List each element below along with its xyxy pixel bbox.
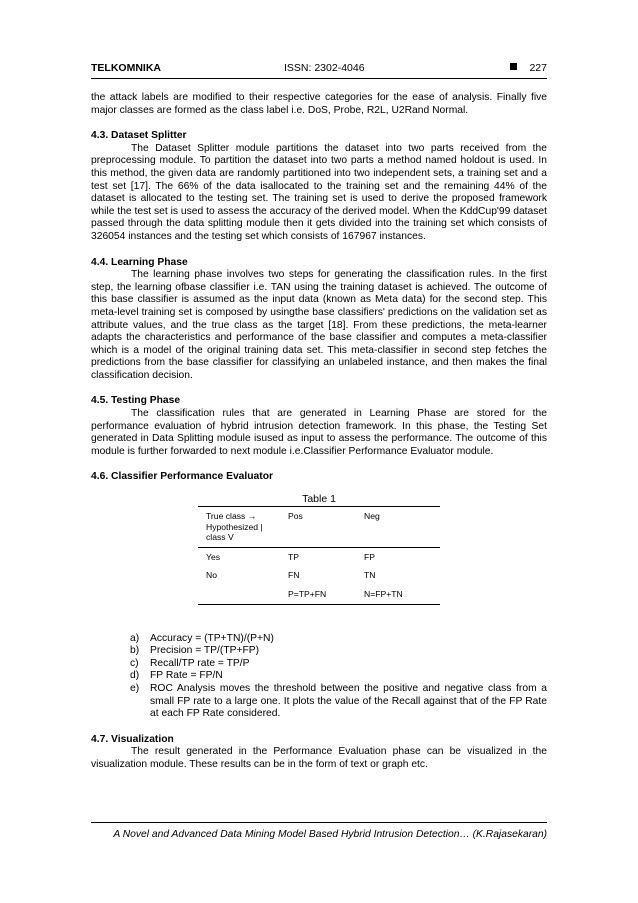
table-row (198, 585, 440, 604)
journal-name: TELKOMNIKA (91, 62, 161, 74)
table-header-cell: True class → Hypothesized | class V (198, 507, 280, 548)
section-body-learning-phase: The learning phase involves two steps for generating the classification rules. In the first step, the learning ofbase classifier i.e. TAN using the training dataset is achieved. The outcome of this base classifier is assumed as the input data (known as Meta data) for the second step. This meta-level training set is composed by usingthe base classifiers' predictions on the validation set as attribute values, and the true class as the target [18]. From these predictions, the meta-learner adapts the characteristics and performance of the base classifier and computes a meta-classifier which is a model of the original training data set. This meta-classifier in second step fetches the predictions from the base classifier for classifying an unlabeled instance, and then makes the final classification decision. (91, 269, 547, 381)
table-cell: FN (288, 570, 300, 581)
list-item-text: ROC Analysis moves the threshold between the positive and negative class from a small FP rate to a large one. It plots the value of the Recall against that of the FP Rate at each FP Rate considered. (150, 682, 547, 720)
section-heading-visualization: 4.7. Visualization (91, 733, 174, 745)
table-cell: N=FP+TN (364, 589, 403, 599)
table-row (198, 566, 440, 585)
table-cell: P=TP+FN (288, 589, 327, 599)
list-item (130, 657, 547, 671)
list-item-text: Accuracy = (TP+TN)/(P+N) (150, 632, 274, 644)
table-row (198, 547, 440, 566)
table-header-cell: Pos (280, 507, 356, 548)
running-header (91, 61, 547, 79)
intro-paragraph: the attack labels are modified to their respective categories for the ease of analysis. Finally five major classes are formed as the class label i.e. DoS, Probe, R2L, U2Rand Normal. (91, 92, 547, 116)
table-cell (198, 585, 280, 604)
list-marker: c) (130, 657, 139, 669)
section-heading-testing-phase: 4.5. Testing Phase (91, 395, 181, 407)
issn-label: ISSN: 2302-4046 (284, 62, 365, 74)
table-cell: Yes (206, 551, 221, 562)
list-marker: b) (130, 645, 140, 657)
page-number-group (510, 62, 547, 74)
section-heading-classifier-evaluator: 4.6. Classifier Performance Evaluator (91, 471, 273, 483)
page-number: 227 (529, 62, 547, 74)
section-body-dataset-splitter: The Dataset Splitter module partitions the dataset into two parts received from the preprocessing module. To partition the dataset into two parts a method named holdout is used. In this method, the given data are randomly partitioned into two independent sets, a training set and a test set [17]. The 66% of the data isallocated to the training set and the remaining 44% of the dataset is allocated to the testing set. The training set is used to derive the proposed framework while the test set is used to assess the accuracy of the derived model. When the KddCup'99 dataset passed through the data splitting module then it gets divided into the training set which consists of 326054 instances and the testing set which consists of 167967 instances. (91, 142, 547, 242)
section-heading-learning-phase: 4.4. Learning Phase (91, 256, 188, 268)
running-footer: A Novel and Advanced Data Mining Model Based Hybrid Intrusion Detection… (K.Rajasekaran) (91, 822, 547, 847)
confusion-matrix-table-block (198, 492, 440, 605)
table-cell: No (206, 570, 217, 581)
list-marker: e) (130, 682, 140, 694)
list-item-text: Precision = TP/(TP+FP) (150, 645, 260, 657)
page-body (91, 92, 547, 772)
confusion-matrix-table (198, 506, 440, 605)
list-item (130, 632, 547, 646)
section-heading-dataset-splitter: 4.3. Dataset Splitter (91, 130, 187, 142)
table-header-cell: Neg (356, 507, 440, 548)
table-cell: TN (364, 570, 376, 581)
list-item-text: FP Rate = FP/N (150, 670, 223, 682)
list-item (130, 645, 547, 658)
list-item (130, 682, 547, 721)
evaluation-metrics-list (91, 633, 547, 721)
list-item-text: Recall/TP rate = TP/P (150, 657, 250, 669)
table-cell: FP (364, 551, 375, 562)
list-marker: a) (130, 632, 140, 644)
table-header-row (198, 507, 440, 548)
list-item (130, 670, 547, 683)
section-body-testing-phase: The classification rules that are generated in Learning Phase are stored for the performance evaluation of hybrid intrusion detection framework. In this phase, the Testing Set generated in Data Splitting module isused as input to assess the performance. The outcome of this module is further forwarded to next module i.e.Classifier Performance Evaluator module. (91, 408, 547, 457)
list-marker: d) (130, 670, 140, 682)
table-caption: Table 1 (302, 493, 336, 506)
bullet-square-icon (510, 63, 517, 70)
section-body-visualization: The result generated in the Performance Evaluation phase can be visualized in the visualization module. These results can be in the form of text or graph etc. (91, 746, 547, 770)
table-cell: TP (288, 551, 299, 562)
